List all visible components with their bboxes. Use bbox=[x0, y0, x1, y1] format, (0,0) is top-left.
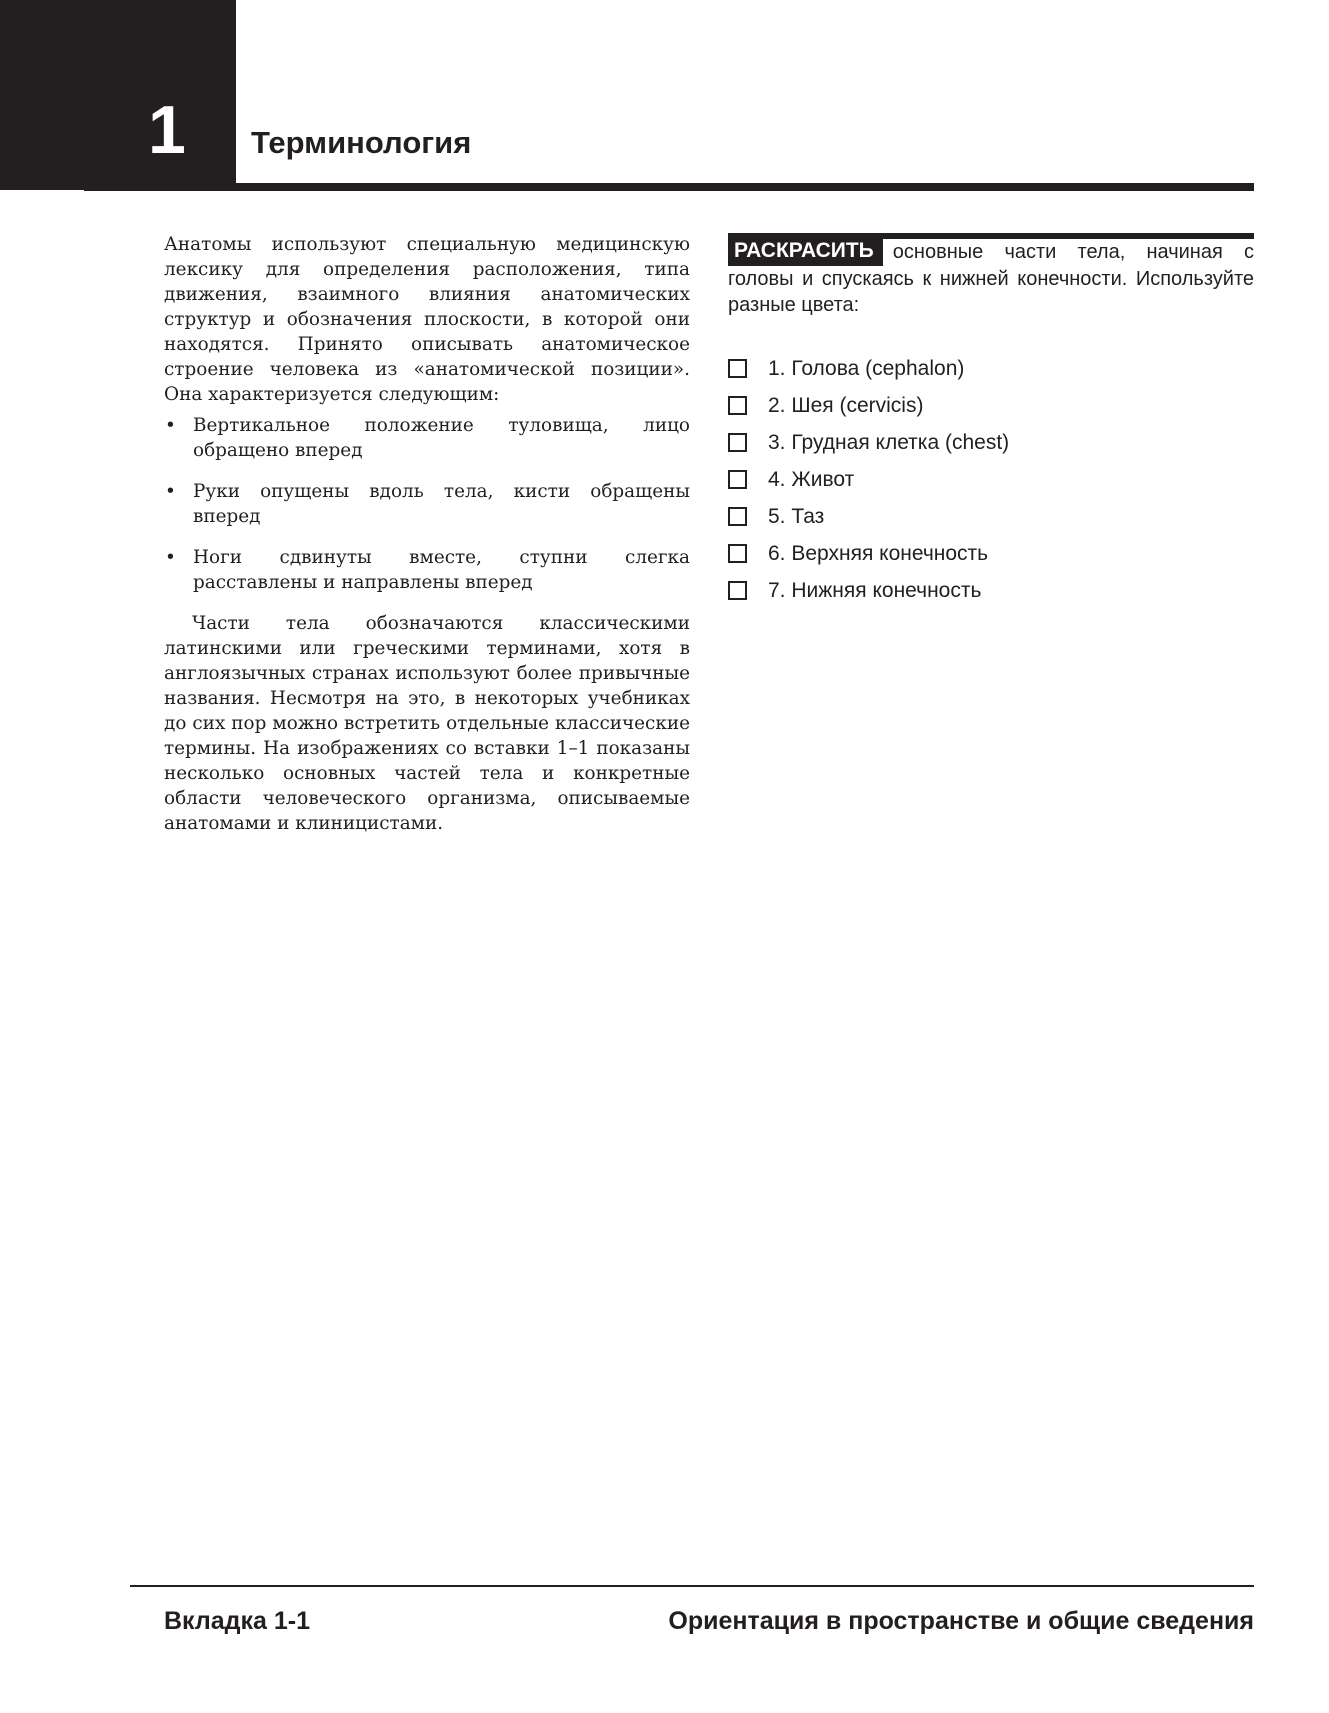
checklist-item bbox=[728, 498, 1009, 535]
checklist-item-label: 4. Живот bbox=[768, 467, 855, 491]
bullet-marker: • bbox=[165, 415, 176, 436]
coloring-instructions bbox=[728, 239, 1254, 318]
checkbox[interactable] bbox=[728, 470, 747, 489]
checkbox[interactable] bbox=[728, 396, 747, 415]
checkbox[interactable] bbox=[728, 581, 747, 600]
body-parts-checklist bbox=[728, 350, 1009, 609]
checklist-item-label: 6. Верхняя конечность bbox=[768, 541, 989, 565]
checklist-item-label: 2. Шея (cervicis) bbox=[768, 393, 924, 417]
checkbox[interactable] bbox=[728, 507, 747, 526]
chapter-title: Терминология bbox=[251, 125, 472, 160]
list-item bbox=[164, 545, 690, 595]
checkbox[interactable] bbox=[728, 433, 747, 452]
checklist-item bbox=[728, 461, 1009, 498]
bullet-marker: • bbox=[165, 547, 176, 568]
checklist-item bbox=[728, 424, 1009, 461]
list-item-text: Ноги сдвинуты вместе, ступни слегка расставлены и направлены вперед bbox=[193, 547, 690, 593]
section-title: Ориентация в пространстве и общие сведения bbox=[668, 1607, 1254, 1635]
body-text-column bbox=[164, 232, 690, 836]
anatomical-position-list bbox=[164, 413, 690, 595]
checklist-item bbox=[728, 535, 1009, 572]
bullet-marker: • bbox=[165, 481, 176, 502]
list-item-text: Вертикальное положение туловища, лицо обращено вперед bbox=[193, 415, 690, 461]
plate-number: Вкладка 1-1 bbox=[164, 1607, 311, 1635]
header-rule bbox=[84, 183, 1254, 191]
list-item-text: Руки опущены вдоль тела, кисти обращены вперед bbox=[193, 481, 690, 527]
footer-rule bbox=[130, 1585, 1254, 1587]
checkbox[interactable] bbox=[728, 544, 747, 563]
list-item bbox=[164, 413, 690, 463]
checklist-item-label: 5. Таз bbox=[768, 504, 825, 528]
checklist-item bbox=[728, 350, 1009, 387]
color-badge: РАСКРАСИТЬ bbox=[728, 236, 883, 266]
checklist-item-label: 7. Нижняя конечность bbox=[768, 578, 982, 602]
checklist-item bbox=[728, 572, 1009, 609]
checkbox[interactable] bbox=[728, 359, 747, 378]
instruction-text: основные части тела, начиная с головы и спускаясь к нижней конечности. Используйте разные цвета: bbox=[728, 241, 1254, 316]
intro-paragraph: Анатомы используют специальную медицинскую лексику для определения расположения, типа движения, взаимного влияния анатомических структур и обозначения плоскости, в которой они находятся. Принято описывать анатомическое строение человека из «анатомической позиции». Она характеризуется следующим: bbox=[164, 234, 690, 405]
checklist-item-label: 1. Голова (cephalon) bbox=[768, 356, 965, 380]
chapter-number-block bbox=[0, 0, 236, 190]
list-item bbox=[164, 479, 690, 529]
checklist-item-label: 3. Грудная клетка (chest) bbox=[768, 430, 1010, 454]
closing-paragraph: Части тела обозначаются классическими латинскими или греческими терминами, хотя в англоязычных странах используют более привычные названия. Несмотря на это, в некоторых учебниках до сих пор можно встретить отдельные классические термины. На изображениях со вставки 1–1 показаны несколько основных частей тела и конкретные области человеческого организма, описываемые анатомами и клиницистами. bbox=[164, 613, 690, 834]
checklist-item bbox=[728, 387, 1009, 424]
chapter-number: 1 bbox=[148, 92, 186, 168]
